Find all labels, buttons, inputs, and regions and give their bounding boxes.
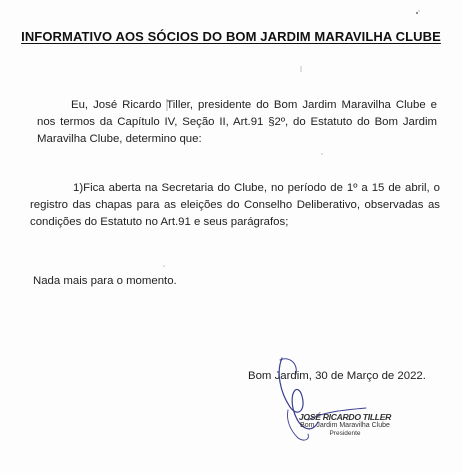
- scan-speck: [162, 98, 172, 112]
- signatory-club: Bom Jardim Maravilha Clube: [300, 422, 390, 429]
- intro-paragraph: Eu, José Ricardo Tiller, presidente do Bom Jardim Maravilha Clube e nos termos da Capítulo IV, Seção II, Art.91 §2º, do Estatuto do Bom Jardim Maravilha Clube, determino que:: [37, 99, 437, 145]
- scan-speck: [318, 150, 326, 158]
- scan-speck: [410, 6, 424, 20]
- signature-block: [280, 412, 410, 437]
- signatory-name: JOSÉ RICARDO TILLER: [298, 412, 392, 422]
- signatory-role: Presidente: [329, 430, 361, 437]
- scan-speck: [296, 64, 306, 74]
- resolution-paragraph: 1)Fica aberta na Secretaria do Clube, no período de 1º a 15 de abril, o registro das chapas para as eleições do Conselho Deliberativo, observadas as condições do Estatuto no Art.91 e seus parágrafos;: [30, 182, 440, 228]
- place-and-date: Bom Jardim, 30 de Março de 2022.: [248, 370, 426, 382]
- closing-paragraph: Nada mais para o momento.: [33, 275, 177, 287]
- document-title: INFORMATIVO AOS SÓCIOS DO BOM JARDIM MARAVILHA CLUBE: [21, 29, 441, 44]
- scan-speck: [160, 262, 168, 270]
